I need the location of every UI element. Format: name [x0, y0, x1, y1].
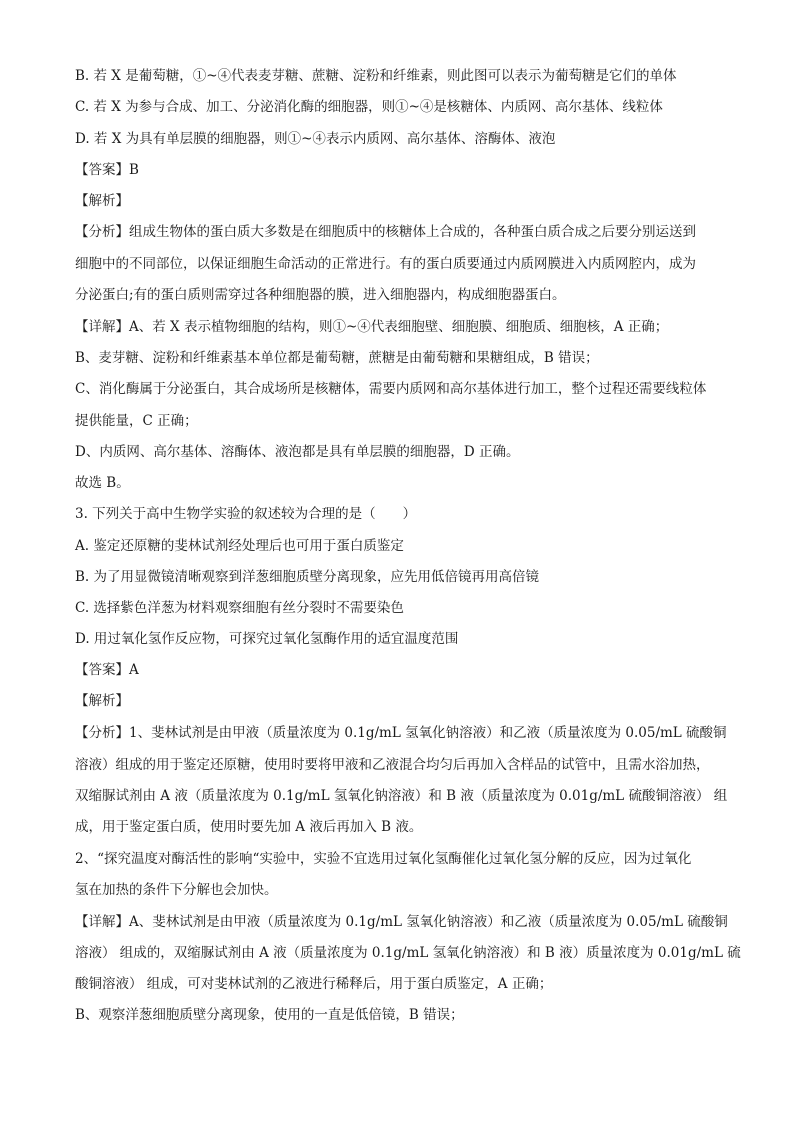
- analysis-heading: 【解析】: [75, 193, 129, 209]
- analysis-paragraph-line: 【分析】1、斐林试剂是由甲液（质量浓度为 0.1g/mL 氢氧化钠溶液）和乙液（质量浓度为 0.05/mL 硫酸铜: [75, 725, 727, 741]
- analysis-paragraph-line: 2、“探究温度对酶活性的影响“实验中，实验不宜选用过氧化氢酶催化过氧化氢分解的反应，因为过氧化: [75, 851, 692, 867]
- option-c-line: C. 若 X 为参与合成、加工、分泌消化酶的细胞器，则①~④是核糖体、内质网、高尔基体、线粒体: [75, 99, 663, 115]
- detail-line: C、消化酶属于分泌蛋白，其合成场所是核糖体，需要内质网和高尔基体进行加工，整个过程还需要线粒体: [75, 381, 707, 397]
- option-b-line: B. 若 X 是葡萄糖，①~④代表麦芽糖、蔗糖、淀粉和纤维素，则此图可以表示为葡萄糖是它们的单体: [75, 68, 677, 84]
- detail-line: B、麦芽糖、淀粉和纤维素基本单位都是葡萄糖，蔗糖是由葡萄糖和果糖组成，B 错误；: [75, 350, 599, 366]
- analysis-paragraph-line: 分泌蛋白;有的蛋白质则需穿过各种细胞器的膜，进入细胞器内，构成细胞器蛋白。: [75, 287, 566, 303]
- detail-line: 提供能量，C 正确；: [75, 413, 198, 429]
- detail-line: 溶液） 组成的，双缩脲试剂由 A 液（质量浓度为 0.1g/mL 氢氧化钠溶液）和 B 液）质量浓度为 0.01g/mL 硫: [75, 945, 741, 961]
- option-d-line: D. 若 X 为具有单层膜的细胞器，则①~④表示内质网、高尔基体、溶酶体、液泡: [75, 131, 556, 147]
- detail-line: 【详解】A、若 X 表示植物细胞的结构，则①~④代表细胞壁、细胞膜、细胞质、细胞核，A 正确；: [75, 319, 669, 335]
- detail-line: 酸铜溶液） 组成，可对斐林试剂的乙液进行稀释后，用于蛋白质鉴定，A 正确；: [75, 976, 553, 992]
- answer-label: 【答案】A: [75, 662, 139, 678]
- analysis-heading: 【解析】: [75, 693, 129, 709]
- analysis-paragraph-line: 双缩脲试剂由 A 液（质量浓度为 0.1g/mL 氢氧化钠溶液）和 B 液（质量浓度为 0.01g/mL 硫酸铜溶液） 组: [75, 788, 728, 804]
- detail-line: B、观察洋葱细胞质壁分离现象，使用的一直是低倍镜，B 错误；: [75, 1007, 464, 1023]
- question-3-option-b: B. 为了用显微镜清晰观察到洋葱细胞质壁分离现象，应先用低倍镜再用高倍镜: [75, 569, 540, 585]
- detail-line: D、内质网、高尔基体、溶酶体、液泡都是具有单层膜的细胞器，D 正确。: [75, 444, 520, 460]
- analysis-paragraph-line: 成，用于鉴定蛋白质，使用时要先加 A 液后再加入 B 液。: [75, 819, 423, 835]
- analysis-paragraph-line: 溶液）组成的用于鉴定还原糖，使用时要将甲液和乙液混合均匀后再加入含样品的试管中，且需水浴加热，: [75, 757, 710, 773]
- question-3-option-c: C. 选择紫色洋葱为材料观察细胞有丝分裂时不需要染色: [75, 600, 404, 616]
- question-3-option-d: D. 用过氧化氢作反应物，可探究过氧化氢酶作用的适宜温度范围: [75, 631, 459, 647]
- question-3-option-a: A. 鉴定还原糖的斐林试剂经处理后也可用于蛋白质鉴定: [75, 538, 404, 554]
- detail-line: 【详解】A、斐林试剂是由甲液（质量浓度为 0.1g/mL 氢氧化钠溶液）和乙液（质量浓度为 0.05/mL 硫酸铜: [75, 914, 728, 930]
- question-3-stem: 3. 下列关于高中生物学实验的叙述较为合理的是（ ）: [75, 506, 417, 522]
- analysis-paragraph-line: 【分析】组成生物体的蛋白质大多数是在细胞质中的核糖体上合成的，各种蛋白质合成之后要分别运送到: [75, 224, 696, 240]
- answer-label: 【答案】B: [75, 162, 139, 178]
- conclusion-line: 故选 B。: [75, 475, 130, 491]
- analysis-paragraph-line: 细胞中的不同部位，以保证细胞生命活动的正常进行。有的蛋白质要通过内质网膜进入内质网腔内，成为: [75, 256, 696, 272]
- analysis-paragraph-line: 氢在加热的条件下分解也会加快。: [75, 882, 278, 898]
